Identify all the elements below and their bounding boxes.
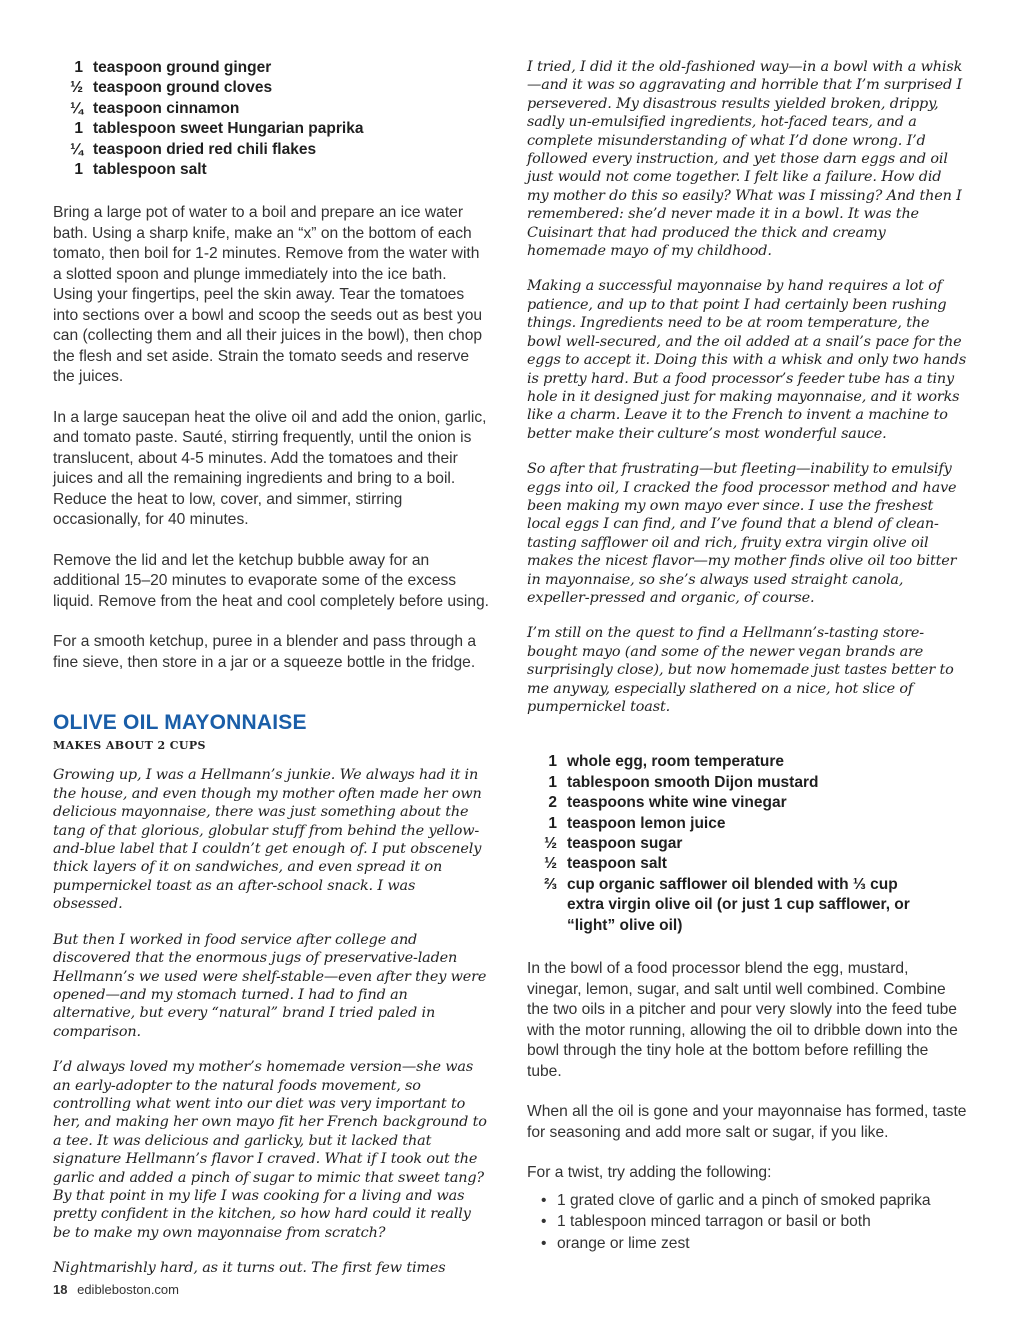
list-item: • 1 grated clove of garlic and a pinch of smoked paprika [541, 1190, 967, 1212]
list-item: • 1 tablespoon minced tarragon or basil or both [541, 1211, 967, 1233]
ingredient-item: ½ teaspoon salt [544, 855, 667, 873]
ketchup-step-4: For a smooth ketchup, puree in a blender and pass through a fine sieve, then store in a jar or a squeeze bottle in the fridge. [53, 633, 477, 671]
ingredient-item: 1 teaspoon ground ginger [74, 59, 272, 76]
mayo-ingredient-list [527, 752, 967, 936]
ketchup-step-1: Bring a large pot of water to a boil and prepare an ice water bath. Using a sharp knife, make an “x” on the bottom of each tomato, then boil for 1-2 minutes. Remove from the water with a slotted spoon and plunge immediately into the ice bath. Using your fingertips, peel the skin away. Tear the tomatoes into sections over a bowl and scoop the seeds out as best you can (collecting them and all their juices in the bowl), then chop the flesh and set aside. Strain the tomato seeds and reserve the juices. [53, 204, 483, 386]
intro-paragraph: I tried, I did it the old-fashioned way—in a bowl with a whisk—and it was so aggravating and horrible that I’m surprised I persevered. My disastrous results yielded broken, drippy, sadly un-emulsified ingredients, hot-faced tears, and a complete misunderstanding of what I’d done wrong. I’d followed every instruction, and yet those darn eggs and oil just would not come together. I felt like a failure. How did my mother do this so easily? What was I missing? And then I remembered: she’d never made it in a bowl. It was the Cuisinart that had produced the thick and creamy homemade mayo of my childhood. [527, 59, 963, 260]
ketchup-ingredient-list [53, 58, 489, 180]
ketchup-step-3: Remove the lid and let the ketchup bubble away for an additional 15–20 minutes to evaporate some of the excess liquid. Remove from the heat and cool completely before using. [53, 551, 490, 610]
intro-paragraph: But then I worked in food service after college and discovered that the enormous jugs of preservative-laden Hellmann’s we used were shelf-stable—even after they were opened—and my stomach turned. I had to find an alternative, but every “natural” brand I tried paled in comparison. [53, 931, 487, 1040]
intro-paragraph: Growing up, I was a Hellmann’s junkie. We always had it in the house, and even though my mother often made her own delicious mayonnaise, there was just something about the tang of that glorious, globular stuff from behind the yellow-and-blue label that I couldn’t get enough of. I put obscenely thick layers of it on sandwiches, and even spread it on pumpernickel toast as an after-school snack. I was obsessed. [53, 767, 482, 913]
page-footer [53, 1282, 179, 1297]
ingredient-item: ½ teaspoon ground cloves [70, 79, 273, 97]
page-number: 18 [53, 1282, 68, 1297]
left-column [53, 58, 489, 1278]
mayo-step-2: When all the oil is gone and your mayonnaise has formed, taste for seasoning and add more salt or sugar, if you like. [527, 1103, 967, 1141]
intro-paragraph: So after that frustrating—but fleeting—inability to emulsify eggs into oil, I cracked the food processor method and have been making my own mayo ever since. I use the freshest local eggs I can find, and I’ve found that a blend of clean-tasting safflower oil and rich, fruity extra virgin olive oil makes the nicest flavor—my mother finds olive oil too bitter in mayonnaise, so she’s always used straight canola, expeller-pressed and organic, of course. [527, 461, 957, 606]
ingredient-item: 1 tablespoon smooth Dijon mustard [548, 773, 819, 791]
bullet-icon: • [541, 1234, 547, 1252]
ingredient-item: 2 teaspoons white wine vinegar [548, 794, 787, 812]
ingredient-item: ½ teaspoon sugar [544, 835, 683, 853]
ingredient-item: ¼ teaspoon dried red chili flakes [70, 140, 317, 158]
ingredient-item: 1 whole egg, room temperature [548, 753, 785, 771]
ingredient-item: ¼ teaspoon cinnamon [70, 99, 240, 117]
bullet-icon: • [541, 1191, 547, 1209]
ingredient-item: 1 tablespoon salt [74, 161, 207, 179]
list-item: • orange or lime zest [541, 1233, 967, 1255]
recipe-title: OLIVE OIL MAYONNAISE [53, 711, 307, 735]
site-link[interactable]: edibleboston.com [77, 1282, 179, 1297]
ingredient-item: 1 teaspoon lemon juice [548, 814, 726, 832]
ingredient-item: ⅔ cup organic safflower oil blended with ⅓ cup extra virgin olive oil (or just 1 cup safflower, or “light” olive oil) [544, 875, 910, 934]
intro-paragraph: I’m still on the quest to find a Hellmann’s-tasting store-bought mayo (and some of the newer vegan brands are surprisingly close), but now homemade just tastes better to me anyway, especially slathered on a nice, hot slice of pumpernickel toast. [527, 625, 954, 715]
intro-paragraph: I’d always loved my mother’s homemade version—she was an early-adopter to the natural foods movement, so controlling what went into our diet was very important to her, and making her own mayo fit her French background to a tee. It was delicious and garlicky, but it lacked that signature Hellmann’s flavor I craved. What if I took out the garlic and added a pinch of sugar to mimic that sweet tang? By that point in my life I was cooking for a living and was pretty confident in the kitchen, so how hard could it really be to make my own mayonnaise from scratch? [53, 1059, 487, 1241]
variations-list [527, 1190, 967, 1255]
mayo-step-1: In the bowl of a food processor blend the egg, mustard, vinegar, lemon, sugar, and salt until well combined. Combine the two oils in a pitcher and pour very slowly into the feed tube with the motor running, allowing the oil to dribble down into the bowl through the tiny hole at the bottom before refilling the tube. [527, 960, 958, 1080]
intro-paragraph: Making a successful mayonnaise by hand requires a lot of patience, and up to that point I had certainly been rushing things. Ingredients need to be at room temperature, the bowl well-secured, and the oil added at a snail’s pace for the eggs to accept it. Doing this with a whisk and only two hands is pretty hard. But a food processor’s feeder tube has a tiny hole in it designed just for making mayonnaise, and it works like a charm. Leave it to the French to invent a machine to better make their culture’s most wonderful sauce. [527, 278, 967, 442]
ingredient-item: 1 tablespoon sweet Hungarian paprika [74, 120, 364, 138]
intro-paragraph: Nightmarishly hard, as it turns out. The first few times [53, 1260, 446, 1277]
mayo-step-3: For a twist, try adding the following: [527, 1164, 772, 1182]
ketchup-step-2: In a large saucepan heat the olive oil and add the onion, garlic, and tomato paste. Sauté, stirring frequently, until the onion is translucent, about 4-5 minutes. Add the tomatoes and their juices and all the remaining ingredients and bring to a boil. Reduce the heat to low, cover, and simmer, stirring occasionally, for 40 minutes. [53, 408, 487, 529]
right-column [527, 58, 967, 1254]
bullet-icon: • [541, 1213, 547, 1231]
recipe-yield: MAKES ABOUT 2 CUPS [53, 739, 206, 753]
